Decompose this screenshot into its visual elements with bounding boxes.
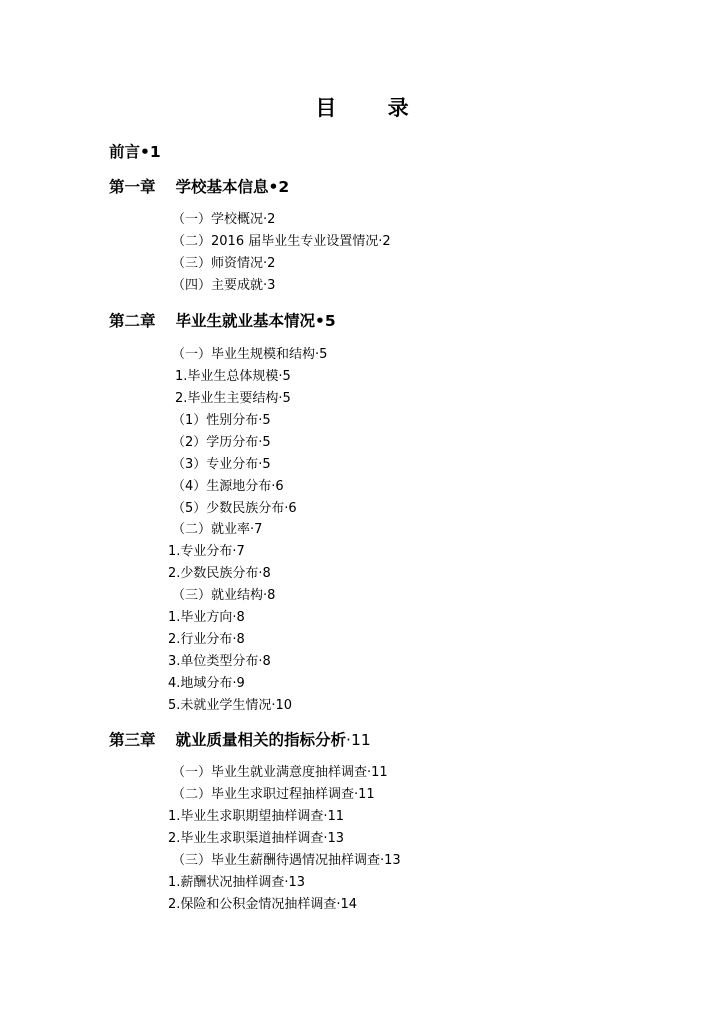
toc-label: 就业质量相关的指标分析	[175, 731, 347, 749]
toc-section-entry[interactable]: （4）生源地分布·6	[172, 479, 284, 494]
toc-item-entry[interactable]: 2.毕业生求职渠道抽样调查·13	[168, 831, 345, 846]
page-title: 目 录	[315, 96, 431, 120]
toc-section-entry[interactable]: （二）就业率·7	[172, 522, 263, 537]
toc-item-entry[interactable]: 1.毕业生求职期望抽样调查·11	[168, 809, 345, 824]
toc-subsection-entry[interactable]: 1.毕业生总体规模·5	[175, 369, 291, 384]
toc-label: 前言•1	[109, 143, 161, 161]
toc-item-entry[interactable]: 1.薪酬状况抽样调查·13	[168, 875, 306, 890]
toc-section-entry[interactable]: （一）毕业生规模和结构·5	[172, 347, 328, 362]
toc-section-entry[interactable]: （一）毕业生就业满意度抽样调查·11	[172, 765, 388, 780]
toc-section-entry[interactable]: （1）性别分布·5	[172, 413, 271, 428]
toc-chapter-number: 第二章	[109, 312, 156, 330]
toc-item-entry[interactable]: 1.毕业方向·8	[168, 610, 245, 625]
toc-section-entry[interactable]: （一）学校概况·2	[172, 212, 276, 227]
toc-label: 毕业生就业基本情况•5	[175, 312, 336, 330]
toc-section-entry[interactable]: （二）毕业生求职过程抽样调查·11	[172, 787, 375, 802]
toc-page-number: ·11	[346, 731, 371, 749]
toc-section-entry[interactable]: （5）少数民族分布·6	[172, 501, 297, 516]
toc-chapter-number: 第一章	[109, 178, 156, 196]
toc-section-entry[interactable]: （三）师资情况·2	[172, 256, 276, 271]
toc-item-entry[interactable]: 1.专业分布·7	[168, 544, 245, 559]
toc-item-entry[interactable]: 5.未就业学生情况·10	[168, 698, 293, 713]
toc-section-entry[interactable]: （三）毕业生薪酬待遇情况抽样调查·13	[172, 853, 401, 868]
toc-item-entry[interactable]: 2.保险和公积金情况抽样调查·14	[168, 897, 358, 912]
toc-section-entry[interactable]: （三）就业结构·8	[172, 588, 276, 603]
toc-item-entry[interactable]: 4.地域分布·9	[168, 676, 245, 691]
toc-section-entry[interactable]: （3）专业分布·5	[172, 457, 271, 472]
toc-chapter-entry[interactable]	[109, 310, 336, 332]
toc-section-entry[interactable]: （二）2016 届毕业生专业设置情况·2	[172, 234, 391, 249]
toc-section-entry[interactable]: （2）学历分布·5	[172, 435, 271, 450]
toc-item-entry[interactable]: 3.单位类型分布·8	[168, 654, 271, 669]
toc-item-entry[interactable]: 2.少数民族分布·8	[168, 566, 271, 581]
toc-chapter-number: 第三章	[109, 731, 156, 749]
toc-label: 学校基本信息•2	[175, 178, 290, 196]
toc-section-entry[interactable]: （四）主要成就·3	[172, 278, 276, 293]
toc-item-entry[interactable]: 2.行业分布·8	[168, 632, 245, 647]
toc-chapter-entry[interactable]	[109, 729, 371, 751]
toc-chapter-entry[interactable]	[109, 176, 289, 198]
toc-subsection-entry[interactable]: 2.毕业生主要结构·5	[175, 391, 291, 406]
toc-chapter-entry[interactable]	[109, 141, 161, 163]
